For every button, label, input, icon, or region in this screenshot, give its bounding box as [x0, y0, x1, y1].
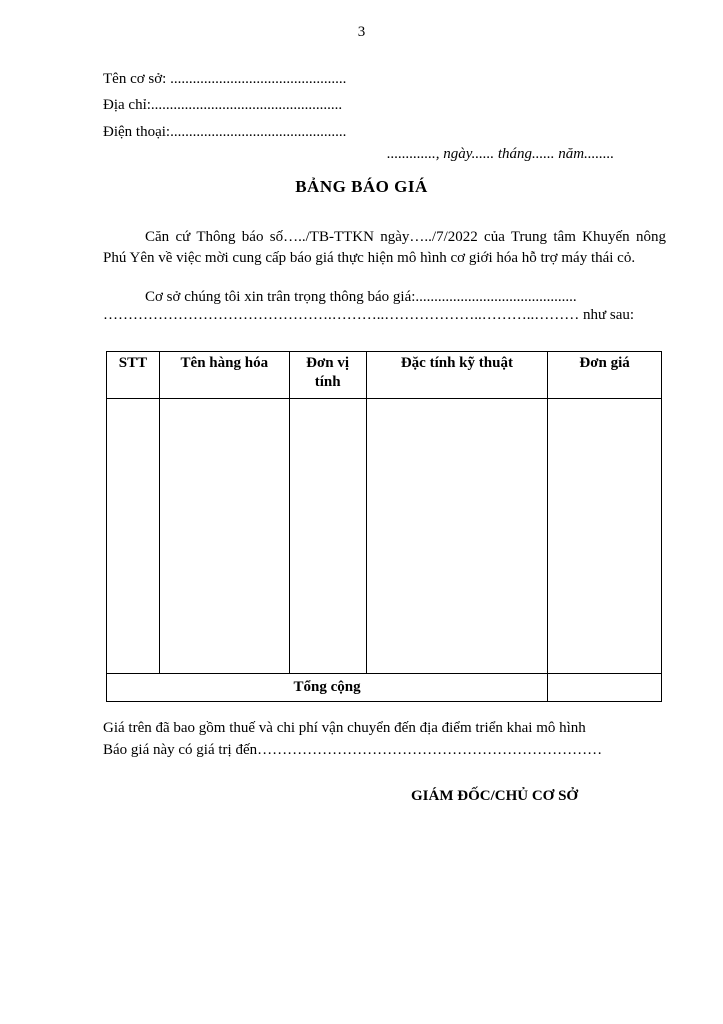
notice-line: Cơ sở chúng tôi xin trân trọng thông báo giá:...........................................: [145, 289, 577, 305]
address-line: Địa chỉ:...................................................: [103, 97, 343, 113]
header-unit: Đơn vị tính: [289, 352, 366, 399]
total-value: [548, 674, 662, 702]
cell-item-name: [159, 399, 289, 674]
facility-name-line: Tên cơ sở: ...............................................: [103, 71, 347, 87]
intro-paragraph: [103, 227, 666, 269]
intro-text: Căn cứ Thông báo số…../TB-TTKN ngày…../7/2022 của Trung tâm Khuyến nông Phú Yên về việc mời cung cấp báo giá thực hiện mô hình cơ giới hóa hỗ trợ máy thái cỏ.: [103, 229, 666, 266]
signature-title: GIÁM ĐỐC/CHỦ CƠ SỞ: [411, 788, 579, 804]
total-label: Tổng cộng: [107, 674, 548, 702]
page-number: 3: [357, 24, 366, 40]
quote-table: [106, 351, 662, 702]
cell-stt: [107, 399, 160, 674]
header-stt: STT: [107, 352, 160, 399]
cell-unit-price: [548, 399, 662, 674]
continuation-line: ……………………………………….………..………………..………..……… như sau:: [103, 307, 635, 323]
phone-line: Điện thoại:...............................................: [103, 124, 347, 140]
header-specifications: Đặc tính kỹ thuật: [366, 352, 548, 399]
cell-specifications: [366, 399, 548, 674]
document-title: BẢNG BÁO GIÁ: [295, 177, 428, 196]
header-unit-price: Đơn giá: [548, 352, 662, 399]
table-row: [107, 399, 662, 674]
cell-unit: [289, 399, 366, 674]
total-row: [107, 674, 662, 702]
price-note: Giá trên đã bao gồm thuế và chi phí vận chuyển đến địa điểm triển khai mô hình: [103, 720, 586, 736]
header-item-name: Tên hàng hóa: [159, 352, 289, 399]
validity-note: Báo giá này có giá trị đến……………………………………………………………: [103, 742, 603, 758]
table-header-row: [107, 352, 662, 399]
date-line: ............., ngày...... tháng...... năm........: [387, 146, 615, 162]
